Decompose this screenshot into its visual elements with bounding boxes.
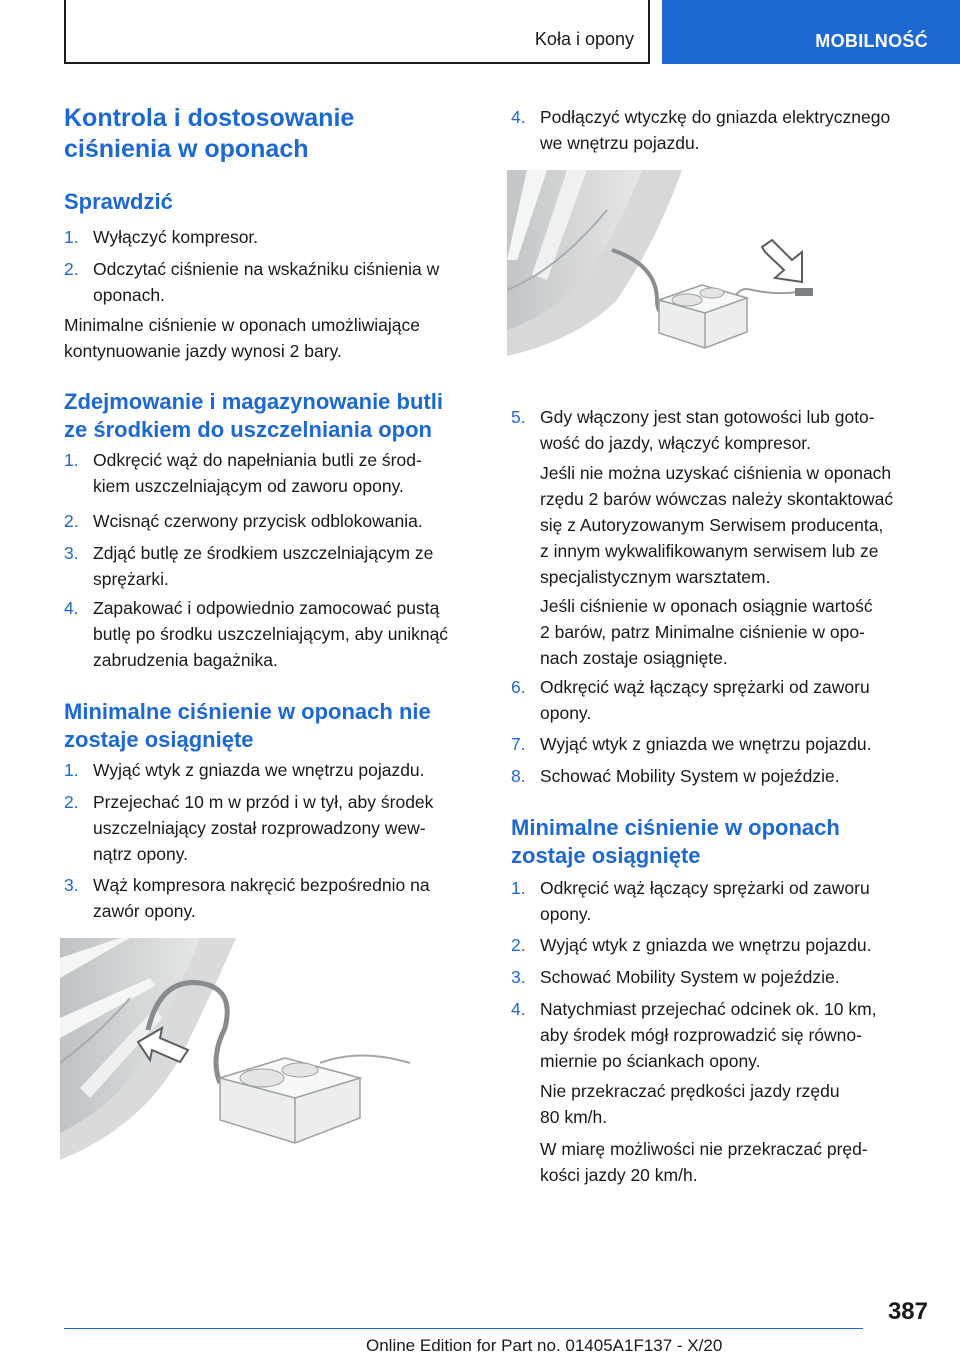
- step-text: [540, 875, 870, 927]
- step5-info-1: [540, 460, 893, 590]
- step-text: [540, 932, 872, 958]
- step-text: [540, 996, 877, 1074]
- step-line: Wyjąć wtyk z gniazda we wnętrzu pojazdu.: [540, 734, 872, 754]
- heading-check: Sprawdzić: [64, 189, 173, 214]
- heading-remove-bottle: [64, 388, 443, 444]
- step-text: [540, 731, 872, 757]
- step-line: Przejechać 10 m w przód i w tył, aby środek: [93, 792, 434, 812]
- step-number: 3.: [64, 875, 79, 895]
- step-text: [93, 447, 422, 499]
- step-number: 1.: [64, 450, 79, 470]
- step-number: 2.: [511, 935, 526, 955]
- info-line: nach zostaje osiągnięte.: [540, 648, 728, 668]
- step-number: 4.: [511, 107, 526, 127]
- step-line: Schować Mobility System w pojeździe.: [540, 967, 840, 987]
- header-section-title: Koła i opony: [534, 29, 634, 49]
- reached-info-speed-2: [540, 1136, 868, 1188]
- heading-reached: [511, 814, 840, 870]
- info-line: rzędu 2 barów wówczas należy skontaktować: [540, 489, 894, 509]
- step-number: 3.: [64, 543, 79, 563]
- heading-line: Minimalne ciśnienie w oponach nie: [64, 699, 431, 724]
- step-text: [93, 757, 425, 783]
- header-chapter-title: MOBILNOŚĆ: [815, 31, 928, 51]
- page-number: 387: [887, 1298, 928, 1325]
- step-text: [93, 224, 258, 250]
- step-text: [540, 404, 875, 456]
- step-line: kiem uszczelniającym od zaworu opony.: [93, 476, 404, 496]
- step-number: 1.: [64, 760, 79, 780]
- footer-divider: [64, 1328, 863, 1329]
- step-text: [93, 508, 423, 534]
- page-title-line2: ciśnienia w oponach: [64, 135, 309, 163]
- step-number: 7.: [511, 734, 526, 754]
- step-line: Schować Mobility System w pojeździe.: [540, 766, 840, 786]
- step-line: Wyjąć wtyk z gniazda we wnętrzu pojazdu.: [93, 760, 425, 780]
- heading-line: zostaje osiągnięte: [64, 727, 254, 752]
- step-line: sprężarki.: [93, 569, 169, 589]
- step-line: Odczytać ciśnienie na wskaźniku ciśnienia w: [93, 259, 440, 279]
- step-text: [540, 674, 870, 726]
- info-line: 80 km/h.: [540, 1107, 608, 1127]
- step-line: Odkręcić wąż łączący sprężarki od zaworu: [540, 677, 870, 697]
- step-number: 8.: [511, 766, 526, 786]
- step-number: 1.: [64, 227, 79, 247]
- heading-line: ze środkiem do uszczelniania opon: [64, 417, 432, 442]
- step-line: Wąż kompresora nakręcić bezpośrednio na: [93, 875, 430, 895]
- info-line: kości jazdy 20 km/h.: [540, 1165, 698, 1185]
- step-line: opony.: [540, 703, 592, 723]
- info-line: Jeśli ciśnienie w oponach osiągnie wartość: [540, 596, 873, 616]
- step-line: Zapakować i odpowiednio zamocować pustą: [93, 598, 440, 618]
- step-number: 6.: [511, 677, 526, 697]
- heading-line: zostaje osiągnięte: [511, 843, 701, 868]
- check-note: [64, 312, 420, 364]
- step-text: [540, 763, 840, 789]
- step-text: [540, 104, 890, 156]
- step-text: [93, 872, 430, 924]
- step-text: [93, 789, 433, 867]
- step-line: Gdy włączony jest stan gotowości lub goto-: [540, 407, 875, 427]
- step-line: aby środek mógł rozprowadzić się równo-: [540, 1025, 862, 1045]
- step-line: opony.: [540, 904, 592, 924]
- figure-compressor-on-valve: [60, 938, 440, 1160]
- header-section-box: [64, 0, 650, 64]
- reached-info-speed-1: [540, 1078, 840, 1130]
- info-line: z innym wykwalifikowanym serwisem lub ze: [540, 541, 879, 561]
- step-line: Wcisnąć czerwony przycisk odblokowania.: [93, 511, 423, 531]
- compressor-valve-illustration: [60, 938, 440, 1160]
- figure-plug-socket: [507, 170, 887, 356]
- info-line: się z Autoryzowanym Serwisem producenta,: [540, 515, 884, 535]
- step-line: uszczelniający został rozprowadzony wew-: [93, 818, 426, 838]
- step-text: [540, 964, 840, 990]
- step5-info-2: [540, 593, 873, 671]
- step-number: 3.: [511, 967, 526, 987]
- step-number: 2.: [64, 259, 79, 279]
- info-line: 2 barów, patrz Minimalne ciśnienie w opo-: [540, 622, 865, 642]
- step-line: Natychmiast przejechać odcinek ok. 10 km,: [540, 999, 877, 1019]
- heading-line: Zdejmowanie i magazynowanie butli: [64, 389, 443, 414]
- step-line: Odkręcić wąż do napełniania butli ze środ-: [93, 450, 422, 470]
- step-line: butlę po środku uszczelniającym, aby uniknąć: [93, 624, 449, 644]
- step-number: 4.: [64, 598, 79, 618]
- note-line: Minimalne ciśnienie w oponach umożliwiające: [64, 315, 421, 335]
- step-line: Wyjąć wtyk z gniazda we wnętrzu pojazdu.: [540, 935, 872, 955]
- info-line: Nie przekraczać prędkości jazdy rzędu: [540, 1081, 840, 1101]
- info-line: W miarę możliwości nie przekraczać pręd-: [540, 1139, 868, 1159]
- step-line: Podłączyć wtyczkę do gniazda elektrycznego: [540, 107, 891, 127]
- step-line: Odkręcić wąż łączący sprężarki od zaworu: [540, 878, 870, 898]
- step-line: Zdjąć butlę ze środkiem uszczelniającym ze: [93, 543, 434, 563]
- info-line: specjalistycznym warsztatem.: [540, 567, 771, 587]
- step-line: zabrudzenia bagażnika.: [93, 650, 278, 670]
- step-text: [93, 595, 448, 673]
- page-title: [64, 103, 354, 165]
- heading-line: Minimalne ciśnienie w oponach: [511, 815, 840, 840]
- step-text: [93, 256, 439, 308]
- step-line: we wnętrzu pojazdu.: [540, 133, 700, 153]
- plug-socket-illustration: [507, 170, 887, 356]
- step-line: nątrz opony.: [93, 844, 189, 864]
- step-number: 4.: [511, 999, 526, 1019]
- info-line: Jeśli nie można uzyskać ciśnienia w oponach: [540, 463, 892, 483]
- step-line: zawór opony.: [93, 901, 196, 921]
- step-line: miernie po ściankach opony.: [540, 1051, 761, 1071]
- step-number: 2.: [64, 511, 79, 531]
- step-number: 2.: [64, 792, 79, 812]
- header-chapter-tab: [662, 0, 960, 64]
- note-line: kontynuowanie jazdy wynosi 2 bary.: [64, 341, 342, 361]
- step-text: [93, 540, 433, 592]
- step-number: 5.: [511, 407, 526, 427]
- step-line: oponach.: [93, 285, 166, 305]
- step-line: Wyłączyć kompresor.: [93, 227, 259, 247]
- step-line: wość do jazdy, włączyć kompresor.: [540, 433, 812, 453]
- footer-edition: Online Edition for Part no. 01405A1F137 - X/20: [366, 1336, 723, 1355]
- page-title-line1: Kontrola i dostosowanie: [64, 104, 355, 132]
- heading-not-reached: [64, 698, 431, 754]
- step-number: 1.: [511, 878, 526, 898]
